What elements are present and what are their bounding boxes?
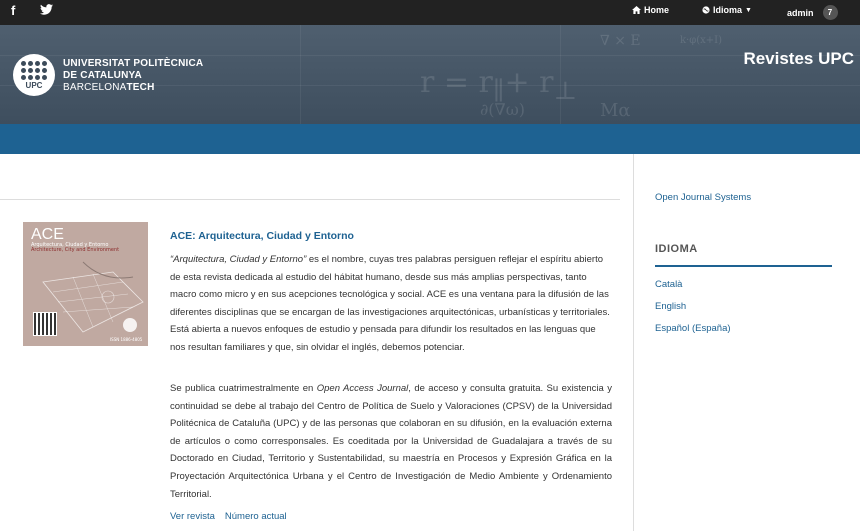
sidebar-divider — [633, 154, 634, 531]
upc-logo[interactable] — [13, 54, 55, 96]
banner-grid-line — [300, 25, 301, 124]
cover-subtitle-english: Architecture, City and Environment — [31, 247, 120, 253]
language-option-english[interactable]: English — [655, 301, 687, 312]
chevron-down-icon: ▼ — [745, 6, 752, 14]
cover-upc-logo — [123, 318, 137, 332]
language-block-heading: IDIOMA — [655, 243, 698, 255]
journal-description-paragraph — [170, 380, 612, 503]
logo-dots — [21, 61, 47, 80]
current-issue-link[interactable]: Número actual — [224, 511, 287, 522]
journal-cover-image[interactable] — [23, 222, 148, 346]
language-dropdown[interactable] — [702, 5, 752, 15]
content-divider — [0, 199, 620, 200]
language-option-espanol[interactable]: Español (España) — [655, 323, 731, 334]
user-menu[interactable] — [787, 5, 838, 20]
university-name-line3-light: BARCELONA — [63, 82, 127, 93]
banner-formula-decoration: ∂(∇ω) — [480, 100, 525, 119]
university-name — [63, 58, 203, 94]
ojs-link[interactable]: Open Journal Systems — [655, 192, 752, 203]
language-heading-underline — [655, 265, 832, 267]
view-journal-link[interactable]: Ver revista — [170, 511, 215, 522]
qr-code-icon — [33, 312, 57, 336]
home-icon — [632, 6, 641, 14]
username-label: admin — [787, 7, 814, 18]
journal-title-link[interactable]: ACE: Arquitectura, Ciudad y Entorno — [170, 230, 354, 242]
university-name-line3 — [63, 82, 203, 94]
journal-description-text: , de acceso y consulta gratuita. Su existencia y continuidad se debe al trabajo del Centro de Política de Suelo y Valoraciones (CPSV) de la Universidad Politécnica de Cataluña (UPC) y de las personas que colaboran en su difusión, en la evaluación externa de artículos o como corresponsales. Es coeditada por la Universidad de Guadalajara a través de su Doctorado en Ciudad, Territorio y Sustentabilidad, su maestría en Procesos y Expresión Gráfica en la Proyectación Arquitectónica Urbana y el Centro de Investigación de Medio Ambiente y Ordenamiento Territorial. — [170, 383, 612, 500]
banner-grid-line — [0, 55, 860, 56]
journal-description-text: es el nombre, cuyas tres palabras persiguen reflejar el espíritu abierto de esta revista dedicada al estudio del hábitat humano, desde sus más amplias perspectivas, tanto macro como micro y en sus acepciones tecnológica y social. ACE es una ventana para la difusión de las diferentes disciplinas que se encargan de las investigaciones arquitectónicas, urbanísticas y territoriales. Está abierta a nuevos enfoques de estudio y pensada para difundir los resultados en las lenguas que nos resultan familiares y que, sin olvidar el inglés, debemos potenciar. — [170, 254, 610, 353]
university-name-line3-bold: TECH — [126, 82, 155, 93]
notification-badge[interactable]: 7 — [823, 5, 838, 20]
logo-mark: UPC — [25, 80, 43, 90]
site-banner — [0, 25, 860, 124]
journal-description-emphasis: Open Access Journal — [316, 383, 409, 394]
site-title[interactable]: Revistes UPC — [743, 49, 854, 68]
banner-formula-decoration: k·φ(x+I) — [680, 35, 723, 46]
cover-subtitle: Arquitectura, Ciudad y Entorno — [31, 242, 109, 248]
home-link[interactable] — [632, 5, 669, 15]
language-label: Idioma — [713, 5, 743, 15]
journal-description-paragraph — [170, 251, 612, 357]
journal-description-text: Se publica cuatrimestralmente en — [170, 383, 317, 394]
journal-links — [170, 511, 287, 522]
facebook-icon[interactable]: f — [11, 3, 16, 18]
language-option-catala[interactable]: Català — [655, 279, 683, 290]
top-navbar — [0, 0, 860, 25]
cover-title: ACE — [31, 226, 64, 243]
journal-description-emphasis: “Arquitectura, Ciudad y Entorno” — [170, 254, 307, 265]
university-name-line2: DE CATALUNYA — [63, 70, 142, 81]
banner-formula-decoration: Mα — [600, 100, 631, 121]
banner-formula-decoration: ∇ × E — [600, 33, 641, 49]
university-name-line1: UNIVERSITAT POLITÈCNICA — [63, 58, 204, 69]
home-label: Home — [644, 5, 670, 15]
primary-nav-bar — [0, 124, 860, 154]
cover-issn: ISSN 1886-4805 — [110, 337, 143, 342]
banner-formula-decoration: $r = r_\parallel+ r_\perp$ — [420, 65, 577, 105]
twitter-icon[interactable] — [40, 4, 53, 18]
globe-icon — [702, 6, 710, 14]
twitter-bird-glyph — [40, 4, 53, 15]
